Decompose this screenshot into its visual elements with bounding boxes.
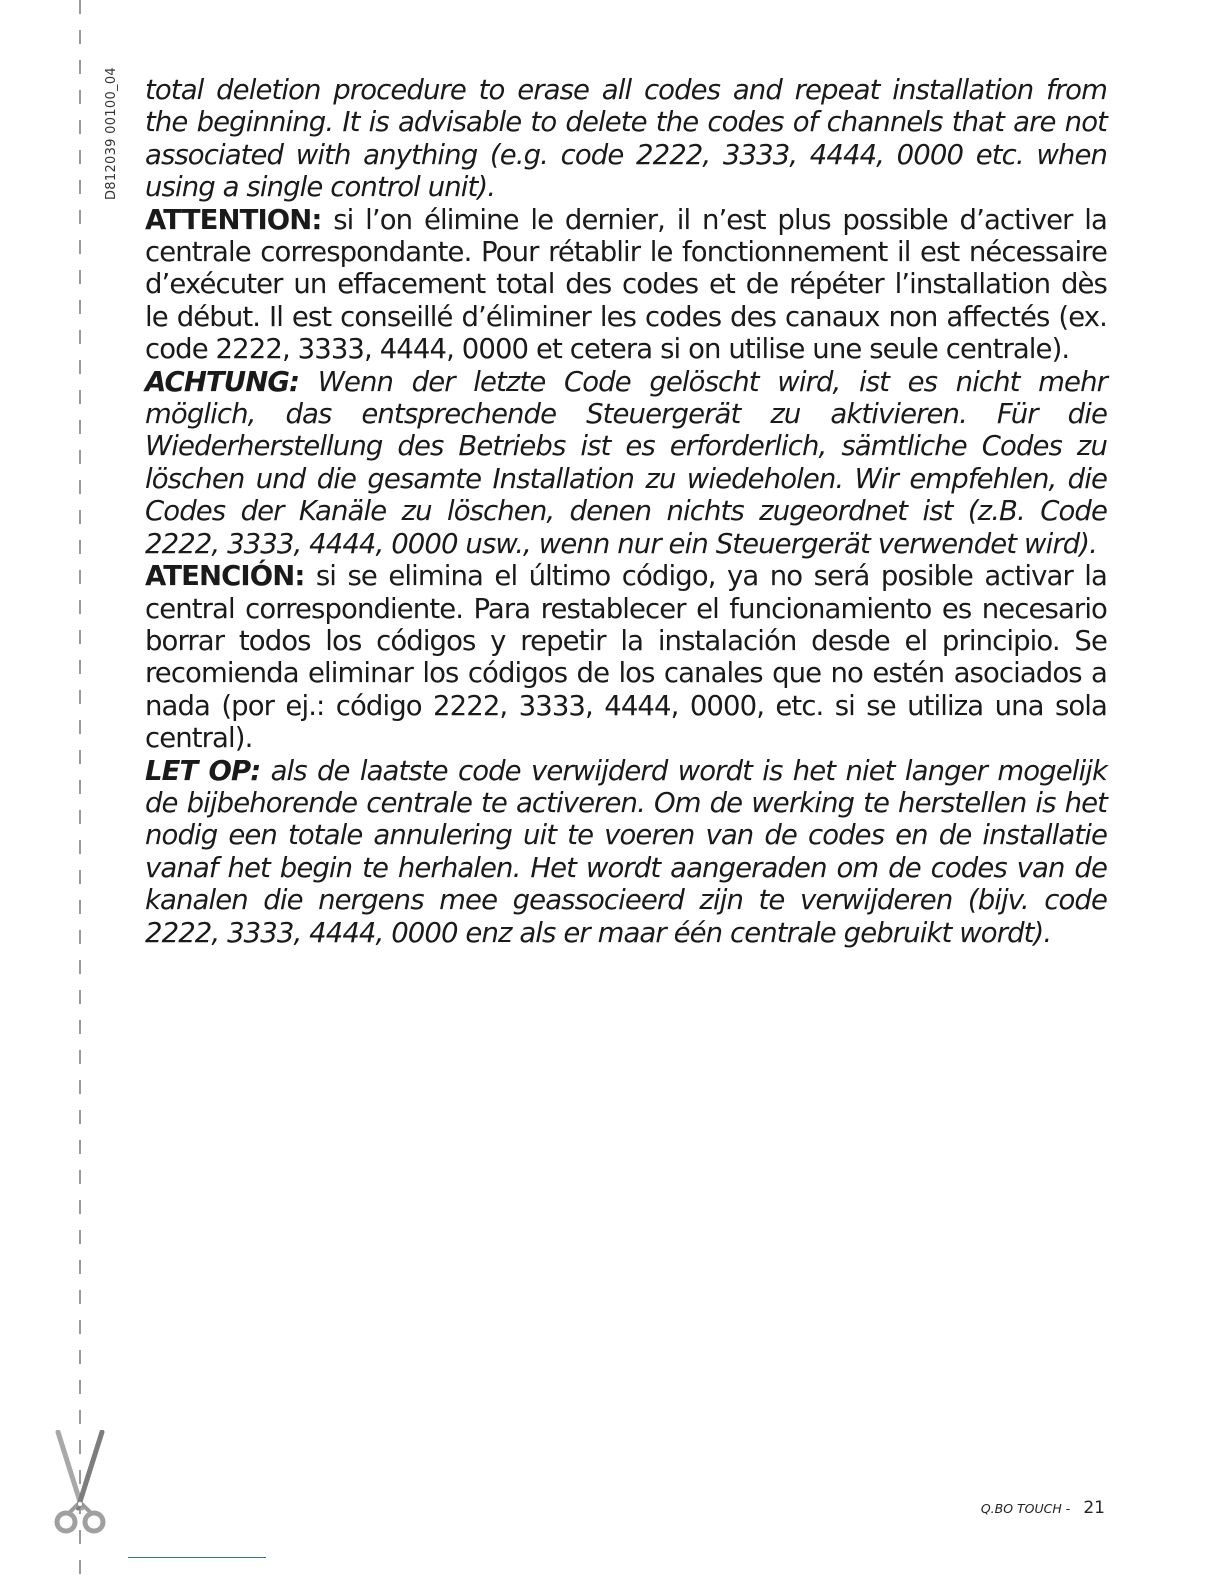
paragraph-label: ATTENTION:: [145, 203, 322, 236]
paragraph-english: [145, 74, 1107, 204]
document-code: D812039 00100_04: [104, 67, 119, 200]
page-footer: [981, 1498, 1105, 1518]
cut-line: [79, 0, 81, 1585]
main-text: [145, 74, 1107, 949]
scissors-icon: [52, 1430, 108, 1540]
bottom-rule: [128, 1557, 266, 1558]
paragraph-text: als de laatste code verwijderd wordt is het niet langer mogelijk de bijbehorende centrale te activeren. Om de werking te herstellen is het nodig een totale annulering uit te voeren van de codes en de installatie vanaf het begin te herhalen. Het wordt aangeraden om de codes van de kanalen die nergens mee geassocieerd zijn te verwijderen (bijv. code 2222, 3333, 4444, 0000 enz als er maar één centrale gebruikt wordt).: [145, 754, 1108, 949]
paragraph-german: [145, 366, 1107, 560]
paragraph-label: ACHTUNG:: [145, 365, 300, 398]
paragraph-text: Wenn der letzte Code gelöscht wird, ist es nicht mehr möglich, das entsprechende Steuergerät zu aktivieren. Für die Wiederherstellung des Betriebs ist es erforderlich, sämtliche Codes zu löschen und die gesamte Installation zu wiedeholen. Wir empfehlen, die Codes der Kanäle zu löschen, denen nichts zugeordnet ist (z.B. Code 2222, 3333, 4444, 0000 usw., wenn nur ein Steuergerät verwendet wird).: [145, 365, 1108, 560]
paragraph-label: ATENCIÓN:: [145, 560, 305, 593]
paragraph-spanish: [145, 560, 1107, 754]
paragraph-label: LET OP:: [145, 754, 261, 787]
paragraph-text: total deletion procedure to erase all codes and repeat installation from the beginning. It is advisable to delete the codes of channels that are not associated with anything (e.g. code 2222, 3333, 4444, 0000 etc. when using a single control unit).: [145, 74, 1107, 204]
page-number: 21: [1083, 1498, 1105, 1518]
paragraph-dutch: [145, 755, 1107, 949]
paragraph-french: [145, 204, 1107, 366]
paragraph-text: si l’on élimine le dernier, il n’est plus possible d’activer la centrale correspondante. Pour rétablir le fonctionnement il est nécessaire d’exécuter un effacement total des codes et de répéter l’installation dès le début. Il est conseillé d’éliminer les codes des canaux non affectés (ex. code 2222, 3333, 4444, 0000 et cetera si on utilise une seule centrale).: [145, 203, 1107, 366]
paragraph-text: si se elimina el último código, ya no será posible activar la central correspondiente. Para restablecer el funcionamiento es necesario borrar todos los códigos y repetir la instalación desde el principio. Se recomienda eliminar los códigos de los canales que no estén asociados a nada (por ej.: código 2222, 3333, 4444, 0000, etc. si se utiliza una sola central).: [145, 560, 1107, 755]
product-name: Q.BO TOUCH -: [980, 1501, 1071, 1516]
